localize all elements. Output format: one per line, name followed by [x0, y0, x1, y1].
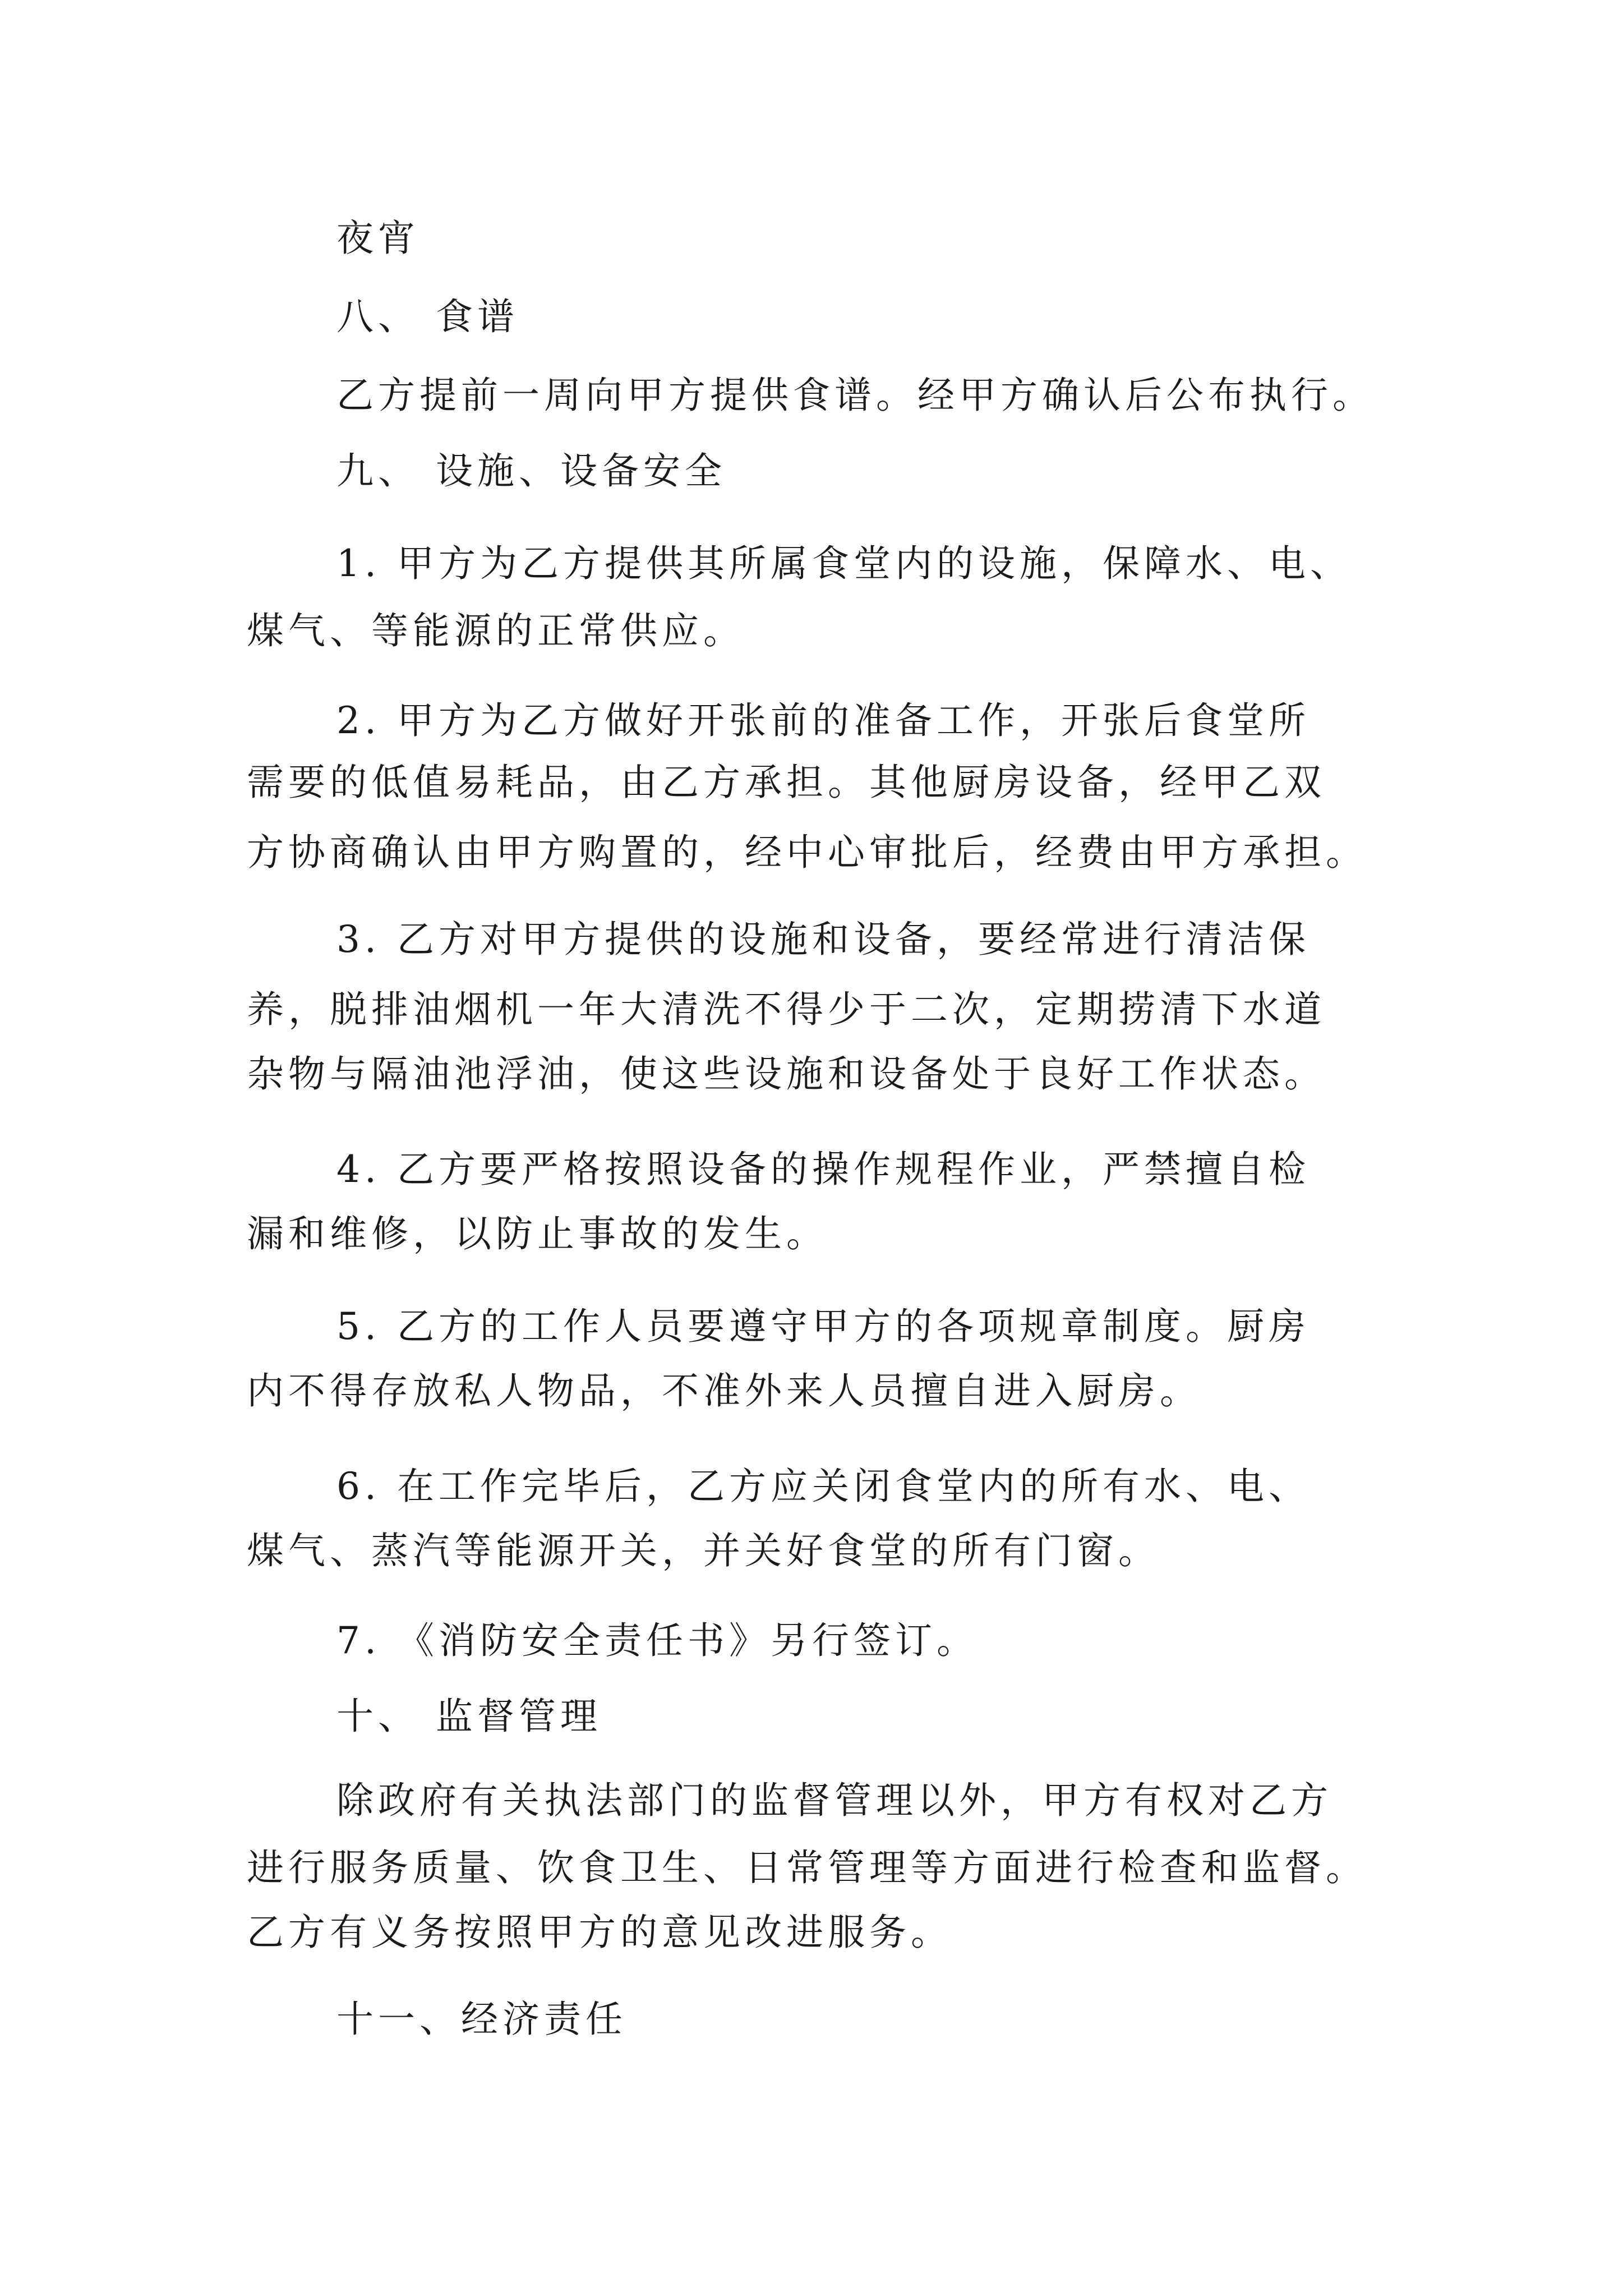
section-heading-economic-liability: 十一、经济责任: [336, 1998, 627, 2041]
paragraph-line: 5. 乙方的工作人员要遵守甲方的各项规章制度。厨房: [336, 1305, 1310, 1348]
paragraph-line: 养，脱排油烟机一年大清洗不得少于二次，定期捞清下水道: [247, 988, 1326, 1031]
paragraph-line: 方协商确认由甲方购置的，经中心审批后，经费由甲方承担。: [247, 831, 1367, 874]
paragraph-line: 4. 乙方要严格按照设备的操作规程作业，严禁擅自检: [336, 1148, 1310, 1191]
paragraph-line: 杂物与隔油池浮油，使这些设施和设备处于良好工作状态。: [247, 1052, 1326, 1096]
section-heading-recipes: 八、 食谱: [336, 295, 519, 338]
section-heading-supervision: 十、 监督管理: [336, 1695, 602, 1738]
paragraph-line: 乙方有义务按照甲方的意见改进服务。: [247, 1911, 952, 1954]
paragraph-line: 漏和维修，以防止事故的发生。: [247, 1212, 828, 1255]
paragraph-line: 3. 乙方对甲方提供的设施和设备，要经常进行清洁保: [336, 918, 1310, 961]
paragraph-line: 除政府有关执法部门的监督管理以外，甲方有权对乙方: [336, 1779, 1332, 1822]
paragraph-line: 煤气、等能源的正常供应。: [247, 609, 745, 652]
paragraph-line: 煤气、蒸汽等能源开关，并关好食堂的所有门窗。: [247, 1529, 1160, 1572]
paragraph-line: 进行服务质量、饮食卫生、日常管理等方面进行检查和监督。: [247, 1846, 1367, 1889]
paragraph-line: 需要的低值易耗品，由乙方承担。其他厨房设备，经甲乙双: [247, 761, 1326, 804]
paragraph-line: 1. 甲方为乙方提供其所属食堂内的设施，保障水、电、: [336, 542, 1352, 585]
paragraph-line: 内不得存放私人物品，不准外来人员擅自进入厨房。: [247, 1369, 1201, 1412]
text-line-snack: 夜宵: [336, 217, 419, 260]
section-heading-facilities: 九、 设施、设备安全: [336, 449, 726, 493]
paragraph-line: 乙方提前一周向甲方提供食谱。经甲方确认后公布执行。: [336, 374, 1374, 417]
paragraph-line: 2. 甲方为乙方做好开张前的准备工作，开张后食堂所: [336, 699, 1310, 742]
paragraph-line: 7. 《消防安全责任书》另行签订。: [336, 1619, 978, 1662]
paragraph-line: 6. 在工作完毕后，乙方应关闭食堂内的所有水、电、: [336, 1465, 1310, 1508]
